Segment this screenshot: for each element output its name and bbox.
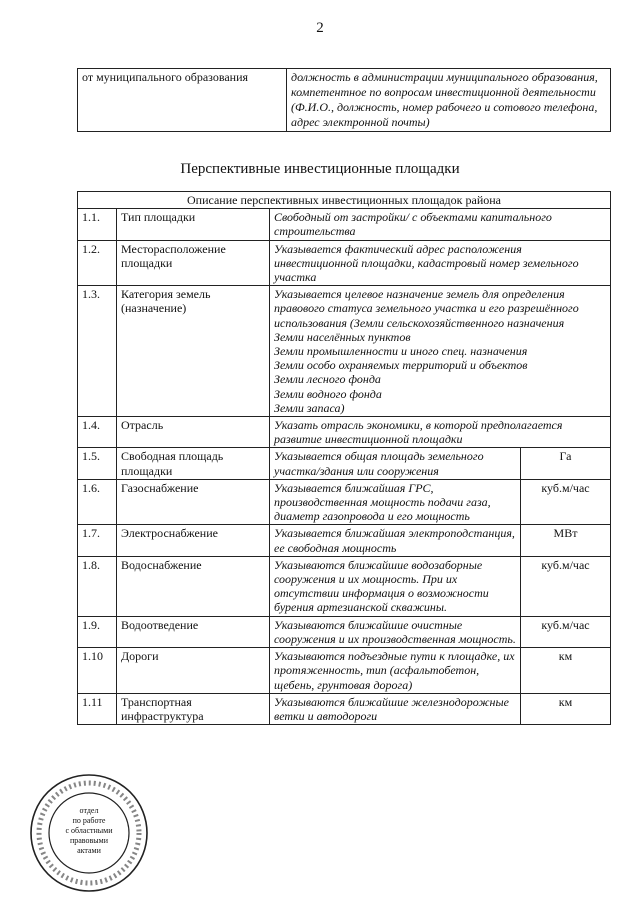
- row-description: Указываются ближайшие очистные сооружения и их производственная мощность.: [270, 616, 521, 647]
- row-name: Электроснабжение: [117, 525, 270, 556]
- table-row: [78, 525, 611, 556]
- row-name: Свободная площадь площадки: [117, 448, 270, 479]
- row-unit: куб.м/час: [520, 479, 610, 525]
- row-name: Газоснабжение: [117, 479, 270, 525]
- row-unit: куб.м/час: [520, 556, 610, 616]
- stamp-line: с областными: [65, 826, 113, 835]
- table-row: [78, 556, 611, 616]
- row-name: Водоснабжение: [117, 556, 270, 616]
- land-category-item: Земли водного фонда: [274, 386, 382, 401]
- row-description: Свободный от застройки/ с объектами капитального строительства: [270, 209, 611, 240]
- row-name: Дороги: [117, 648, 270, 694]
- row-number: 1.8.: [78, 556, 117, 616]
- table-row: [78, 286, 611, 417]
- row-description: Указывается ближайшая электроподстанция, ее свободная мощность: [270, 525, 521, 556]
- row-number: 1.4.: [78, 417, 117, 448]
- contact-label: от муниципального образования: [78, 69, 287, 132]
- table-row: [78, 69, 611, 132]
- land-category-intro: Указывается целевое назначение земель для определения правового статуса земельного участка и его разрешённого использования (Земли сельскохозяйственного назначения: [274, 287, 579, 330]
- official-stamp: [26, 773, 152, 893]
- table-row: [78, 693, 611, 724]
- row-unit: куб.м/час: [520, 616, 610, 647]
- table-caption: Описание перспективных инвестиционных площадок района: [78, 192, 611, 209]
- row-number: 1.7.: [78, 525, 117, 556]
- row-number: 1.10: [78, 648, 117, 694]
- row-number: 1.9.: [78, 616, 117, 647]
- table-row: [78, 417, 611, 448]
- row-number: 1.5.: [78, 448, 117, 479]
- stamp-line: отдел: [79, 806, 99, 815]
- table-row: [78, 479, 611, 525]
- row-number: 1.1.: [78, 209, 117, 240]
- row-unit: км: [520, 693, 610, 724]
- row-number: 1.6.: [78, 479, 117, 525]
- row-name: Тип площадки: [117, 209, 270, 240]
- row-name: Месторасположение площадки: [117, 240, 270, 286]
- table-row: [78, 240, 611, 286]
- row-unit: Га: [520, 448, 610, 479]
- row-name: Отрасль: [117, 417, 270, 448]
- row-description: Указываются ближайшие железнодорожные ветки и автодороги: [270, 693, 521, 724]
- table-row: [78, 616, 611, 647]
- table-caption-row: [78, 192, 611, 209]
- stamp-line: по работе: [72, 816, 106, 825]
- stamp-line: актами: [77, 846, 101, 855]
- table-row: [78, 648, 611, 694]
- row-number: 1.3.: [78, 286, 117, 417]
- table-row: [78, 448, 611, 479]
- land-category-item: Земли населённых пунктов: [274, 329, 411, 344]
- stamp-line: правовыми: [69, 836, 109, 845]
- row-name: Транспортная инфраструктура: [117, 693, 270, 724]
- row-description: Указать отрасль экономики, в которой предполагается развитие инвестиционной площадки: [270, 417, 611, 448]
- row-unit: МВт: [520, 525, 610, 556]
- row-description: [270, 286, 611, 417]
- land-category-item: Земли особо охраняемых территорий и объектов: [274, 358, 528, 373]
- row-description: Указывается общая площадь земельного участка/здания или сооружения: [270, 448, 521, 479]
- contact-description: должность в администрации муниципального образования, компетентное по вопросам инвестиционной деятельности (Ф.И.О., должность, номер рабочего и сотового телефона, адрес электронной почты): [287, 69, 611, 132]
- land-category-item: Земли запаса): [274, 400, 345, 415]
- sites-table: [77, 191, 611, 725]
- row-unit: км: [520, 648, 610, 694]
- page-number: 2: [316, 20, 324, 36]
- row-name: Категория земель (назначение): [117, 286, 270, 417]
- row-description: Указывается ближайшая ГРС, производственная мощность подачи газа, диаметр газопровода и его мощность: [270, 479, 521, 525]
- row-description: Указываются ближайшие водозаборные сооружения и их мощность. При их отсутствии информация о возможности бурения артезианской скважины.: [270, 556, 521, 616]
- land-category-item: Земли промышленности и иного спец. назначения: [274, 344, 528, 359]
- section-title: Перспективные инвестиционные площадки: [180, 161, 460, 177]
- row-description: Указываются подъездные пути к площадке, их протяженность, тип (асфальтобетон, щебень, грунтовая дорога): [270, 648, 521, 694]
- row-number: 1.11: [78, 693, 117, 724]
- table-row: [78, 209, 611, 240]
- land-category-item: Земли лесного фонда: [274, 372, 381, 387]
- row-number: 1.2.: [78, 240, 117, 286]
- row-name: Водоотведение: [117, 616, 270, 647]
- contact-table: [77, 68, 611, 132]
- row-description: Указывается фактический адрес расположения инвестиционной площадки, кадастровый номер земельного участка: [270, 240, 611, 286]
